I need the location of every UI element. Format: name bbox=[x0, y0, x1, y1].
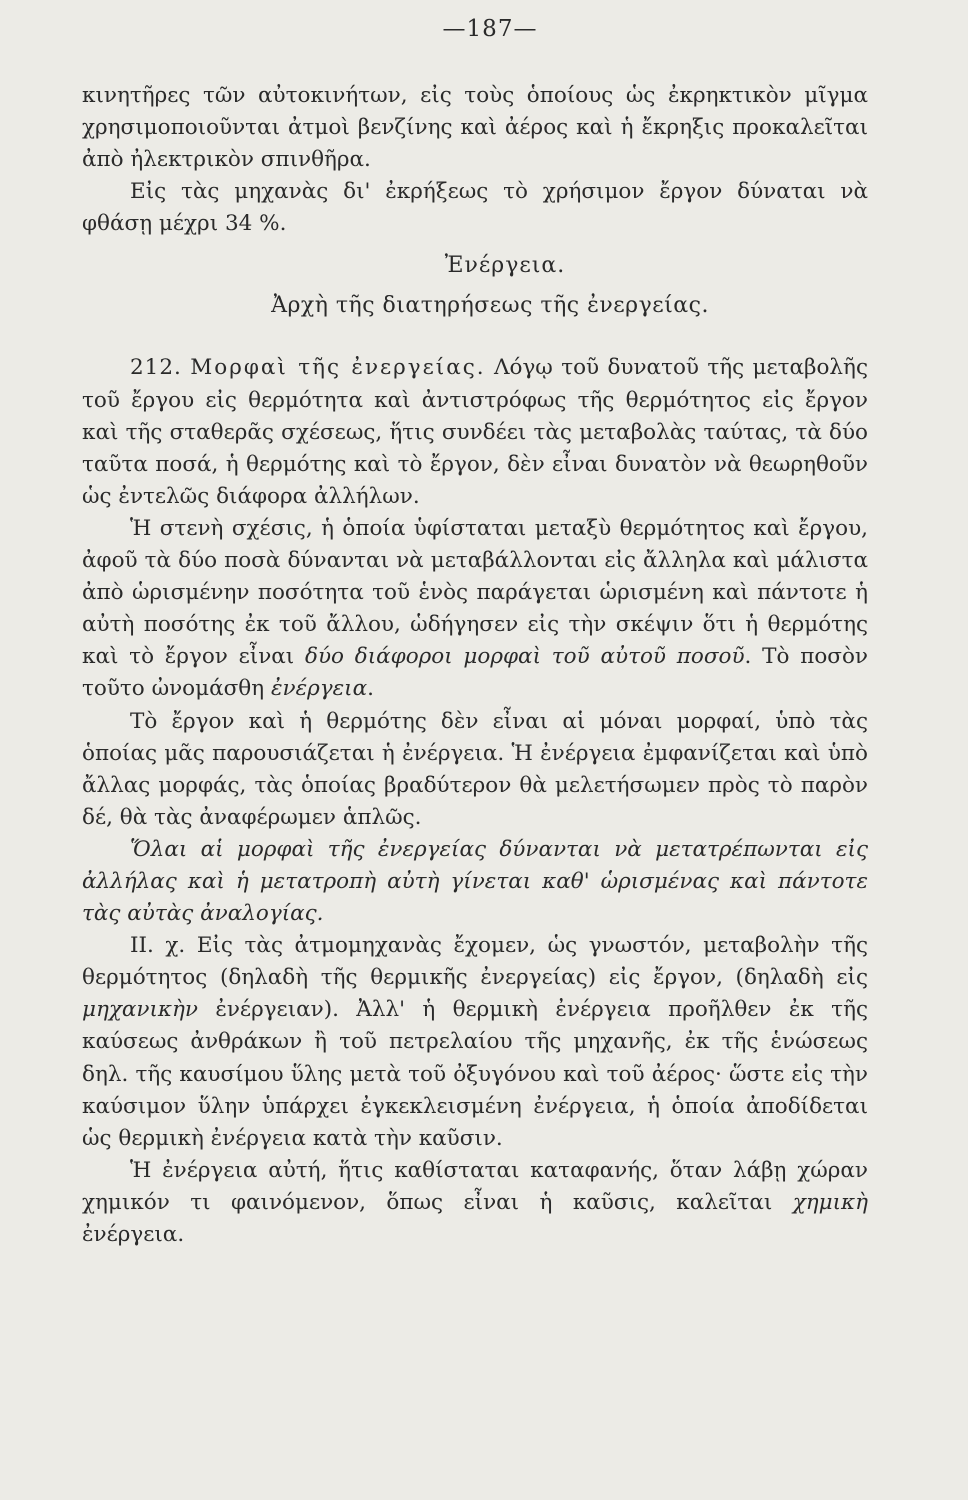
text-run: . bbox=[367, 676, 374, 702]
emphasis-conversion-law: Ὅλαι αἱ μορφαὶ τῆς ἐνεργείας δύνανται νὰ μετατρέπωνται εἰς ἀλλήλας καὶ ἡ μετατροπὴ αὐτὴ γίνεται καθ' ὡρισμένας καὶ πάντοτε τὰς αὐτὰς ἀναλογίας. bbox=[82, 836, 868, 927]
emphasis-energy: ἐνέργεια bbox=[270, 676, 368, 702]
page-number: —187— bbox=[442, 16, 538, 42]
text-run: ἐνέργεια. bbox=[82, 1222, 185, 1247]
paragraph-chemical-energy bbox=[82, 1155, 868, 1251]
paragraph-steam-engines bbox=[82, 930, 868, 1155]
paragraph-close-relation bbox=[82, 513, 868, 706]
paragraph-explosion-engines: Εἰς τὰς μηχανὰς δι' ἐκρήξεως τὸ χρήσιμον ἔργον δύναται νὰ φθάσῃ μέχρι 34 %. bbox=[82, 179, 868, 237]
heading-energy: Ἐνέργεια. bbox=[444, 253, 566, 279]
section-title: Μορφαὶ τῆς ἐνεργείας. bbox=[190, 355, 486, 381]
section-212 bbox=[82, 352, 868, 512]
section-text: Λόγῳ τοῦ δυνατοῦ τῆς μεταβολῆς τοῦ ἔργου εἰς θερμότητα καὶ ἀντιστρόφως τῆς θερμότητος εἰς ἔργον καὶ τῆς σταθερᾶς σχέσεως, ἥτις συνδέει τὰς μεταβολὰς ταύτας, τὰ δύο ταῦτα ποσά, ἡ θερμότης καὶ τὸ ἔργον, δὲν εἶναι δυνατὸν νὰ θεωρηθοῦν ὡς ἐντελῶς διάφορα ἀλλήλων. bbox=[82, 355, 868, 509]
paragraph-other-forms: Τὸ ἔργον καὶ ἡ θερμότης δὲν εἶναι αἱ μόναι μορφαί, ὑπὸ τὰς ὁποίας μᾶς παρουσιάζεται ἡ ἐνέργεια. Ἡ ἐνέργεια ἐμφανίζεται καὶ ὑπὸ ἄλλας μορφάς, τὰς ὁποίας βραδύτερον θὰ μελετήσωμεν πρὸς τὸ παρὸν δέ, θὰ τὰς ἀναφέρωμεν ἁπλῶς. bbox=[82, 708, 868, 830]
section-number: 212. bbox=[130, 355, 182, 381]
text-run: Ἡ στενὴ σχέσις, ἡ ὁποία ὑφίσταται μεταξὺ θερμότητος καὶ ἔργου, ἀφοῦ τὰ δύο ποσὰ δύνανται νὰ μεταβάλλονται εἰς ἄλληλα καὶ μάλιστα ἀπὸ ὡρισμένην ποσότητα τοῦ ἑνὸς παράγεται ὡρισμένη καὶ πάντοτε ἡ αὐτὴ ποσότης ἐκ τοῦ ἄλλου, ὡδήγησεν εἰς τὴν σκέψιν ὅτι ἡ θερμότης καὶ τὸ ἔργον εἶναι bbox=[82, 515, 868, 670]
paragraph-conversion-law bbox=[82, 834, 868, 930]
emphasis-chemical: χημικὴ bbox=[792, 1189, 868, 1215]
text-run: . Τὸ ποσὸν τοῦτο ὠνομάσθη bbox=[82, 644, 868, 702]
text-run: Ἡ ἐνέργεια αὐτή, ἥτις καθίσταται καταφανής, ὅταν λάβῃ χώραν χημικόν τι φαινόμενον, ὅπως εἶναι ἡ καῦσις, καλεῖται bbox=[82, 1157, 868, 1215]
heading-conservation-principle: Ἀρχὴ τῆς διατηρήσεως τῆς ἐνεργείας. bbox=[271, 293, 709, 319]
paragraph-engines: κινητῆρες τῶν αὐτοκινήτων, εἰς τοὺς ὁποίους ὡς ἐκρηκτικὸν μῖγμα χρησιμοποιοῦνται ἀτμοὶ βενζίνης καὶ ἀέρος καὶ ἡ ἔκρηξις προκαλεῖται ἀπὸ ἠλεκτρικὸν σπινθῆρα. bbox=[82, 83, 868, 173]
text-run: ἐνέργειαν). Ἀλλ' ἡ θερμικὴ ἐνέργεια προῆλθεν ἐκ τῆς καύσεως ἀνθράκων ἢ τοῦ πετρελαίου τῆς μηχανῆς, ἐκ τῆς ἑνώσεως δηλ. τῆς καυσίμου ὕλης μετὰ τοῦ ὀξυγόνου καὶ τοῦ ἀέρος· ὥστε εἰς τὴν καύσιμον ὕλην ὑπάρχει ἐγκεκλεισμένη ἐνέργεια, ἡ ὁποία ἀποδίδεται ὡς θερμικὴ ἐνέργεια κατὰ τὴν καῦσιν. bbox=[82, 997, 868, 1151]
emphasis-mechanical: μηχανικὴν bbox=[82, 997, 198, 1023]
emphasis-two-forms: δύο διάφοροι μορφαὶ τοῦ αὐτοῦ ποσοῦ bbox=[305, 644, 745, 670]
example-prefix: II. χ. bbox=[130, 933, 197, 959]
text-run: Εἰς τὰς ἀτμομηχανὰς ἔχομεν, ὡς γνωστόν, μεταβολὴν τῆς θερμότητος (δηλαδὴ τῆς θερμικῆς ἐνεργείας) εἰς ἔργον, (δηλαδὴ εἰς bbox=[82, 933, 868, 991]
